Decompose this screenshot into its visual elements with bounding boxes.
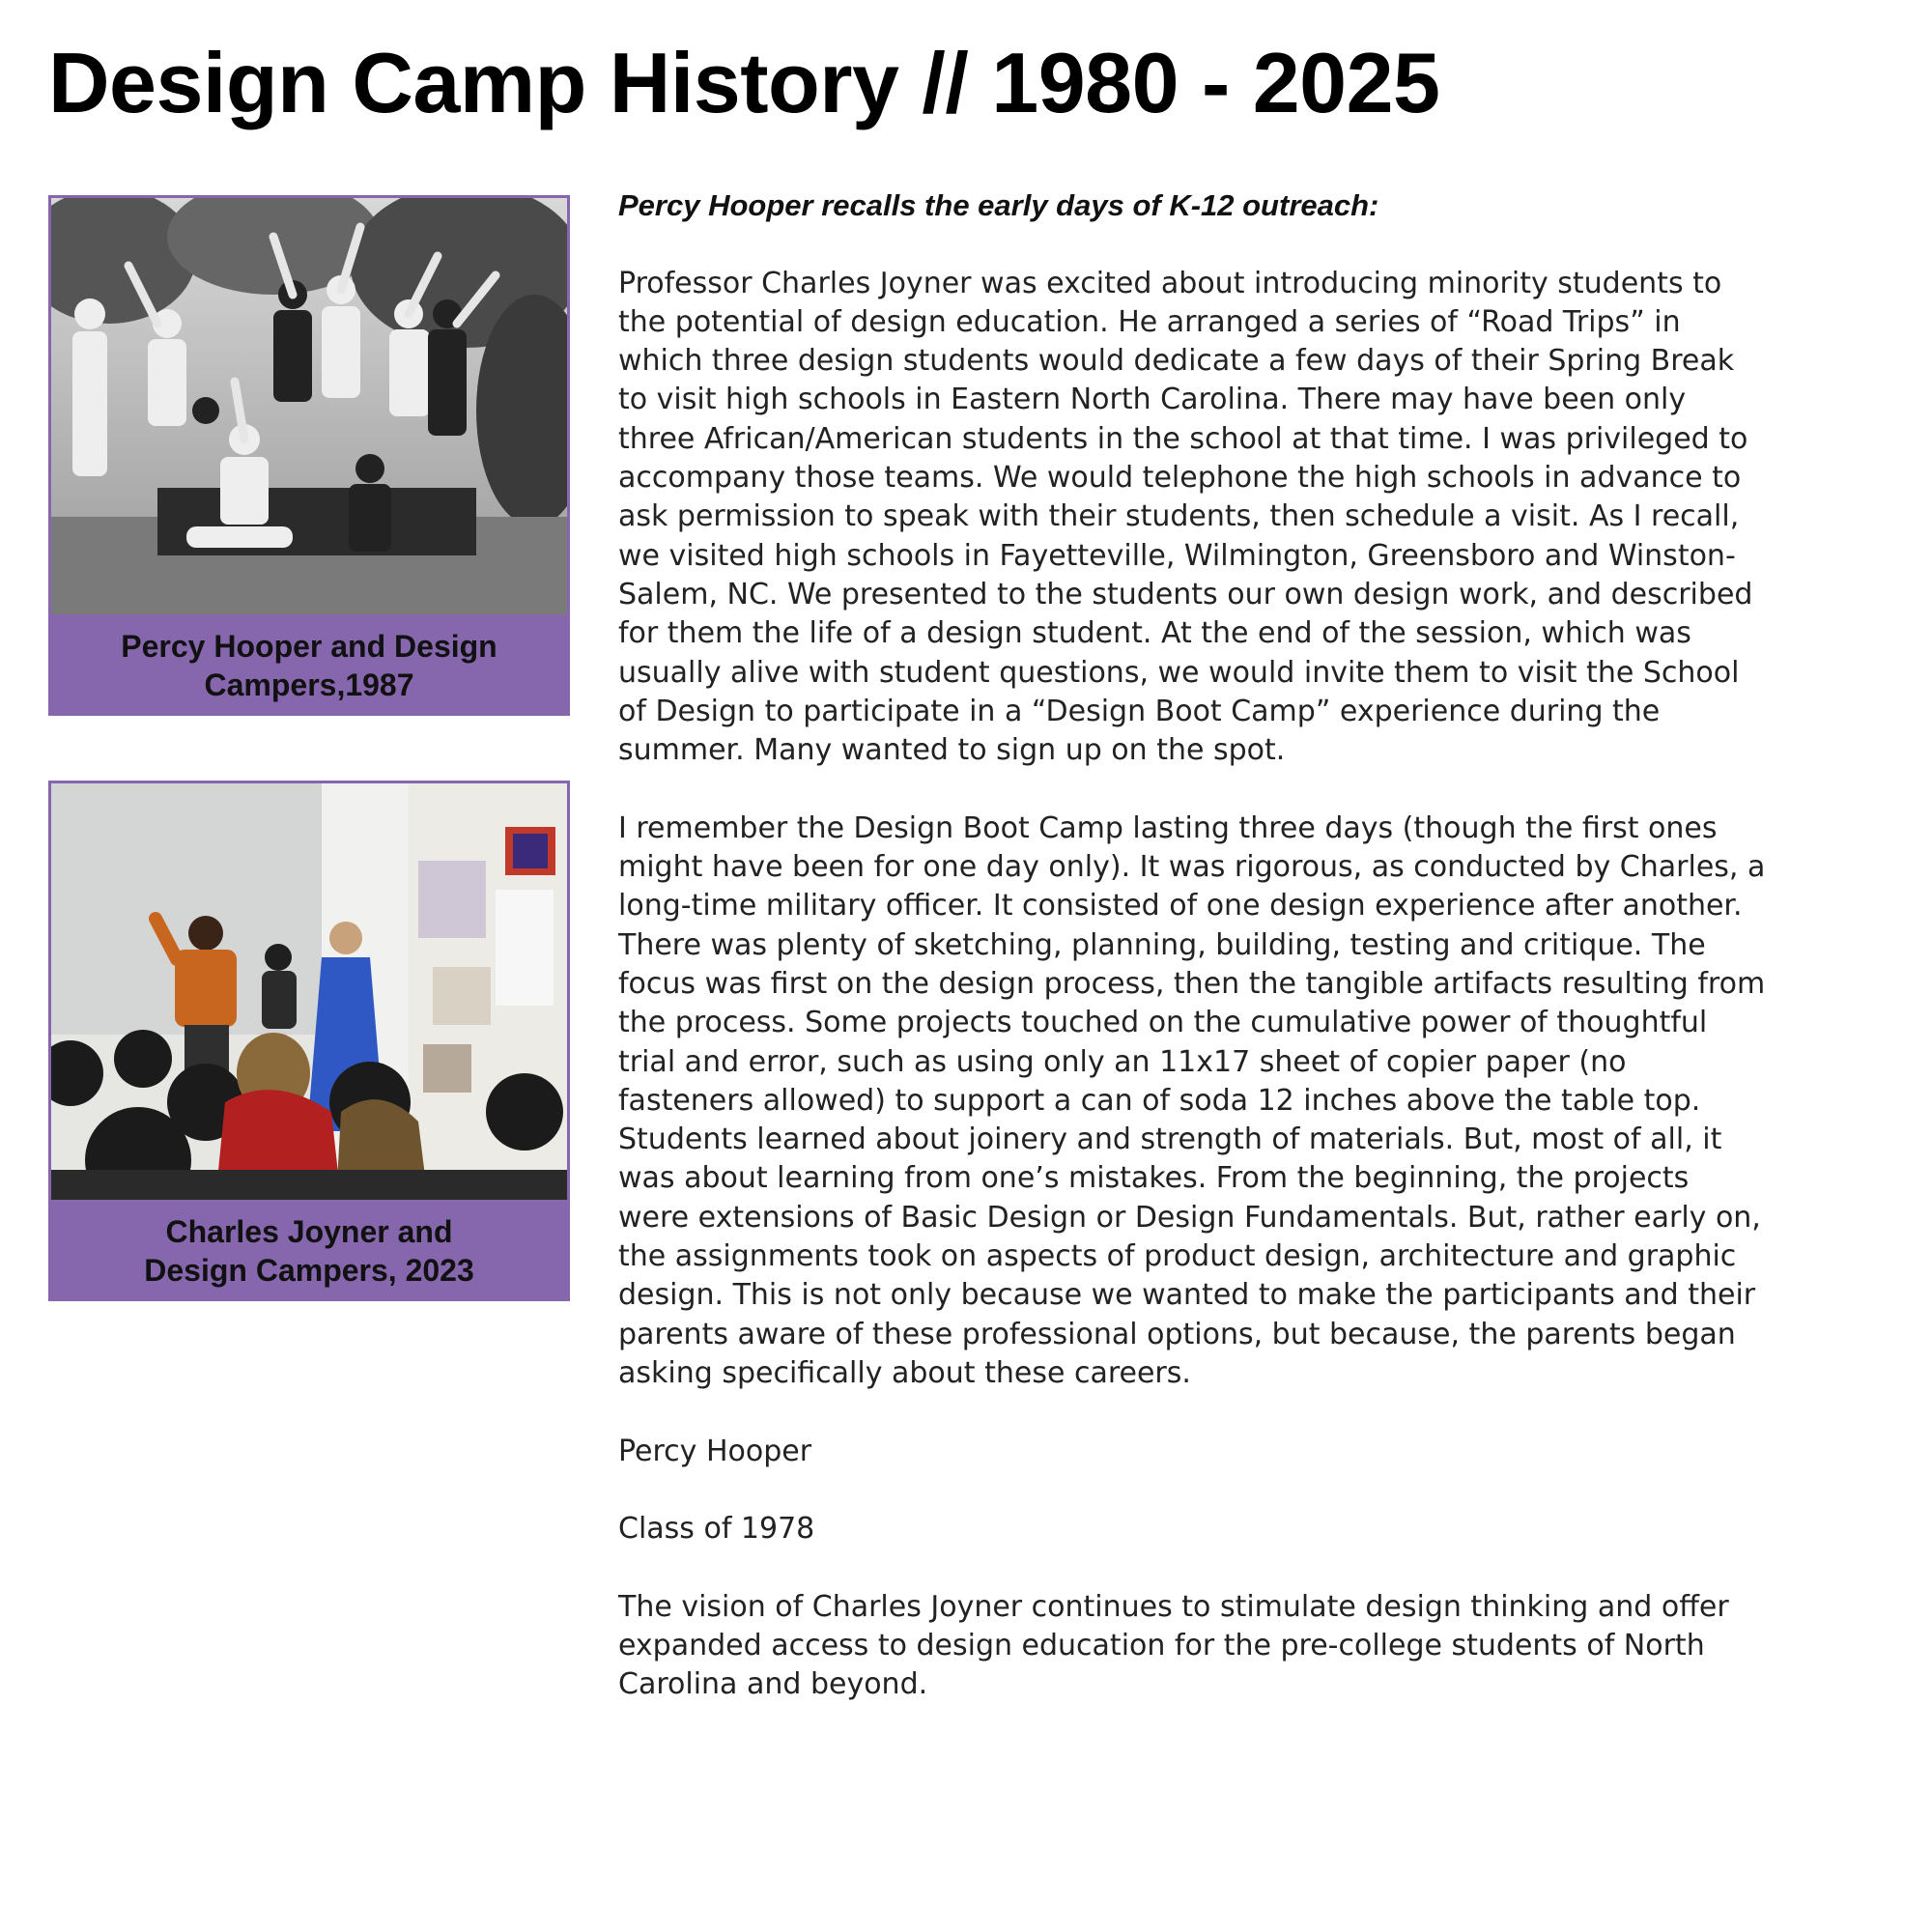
page-title: Design Camp History // 1980 - 2025 [48, 35, 1440, 130]
classroom-photo-2023-image [51, 783, 567, 1200]
caption-line: Design Campers, 2023 [144, 1252, 474, 1288]
article-paragraph-1: Professor Charles Joyner was excited about introducing minority students to the potential of design education. He arranged a series of “Road Trips” in which three design students would dedicate a few days of their Spring Break to visit high schools in Eastern North Carolina. There may have been only three African/American students in the school at that time. I was privileged to accompany those teams. We would telephone the high schools in advance to ask permission to speak with their students, then schedule a visit. As I recall, we visited high schools in Fayetteville, Wilmington, Greensboro and Winston-Salem, NC. We presented to the students our own design work, and described for them the life of a design student. At the end of the session, which was usually alive with student questions, we would invite them to visit the School of Design to participate in a “Design Boot Camp” experience during the summer. Many wanted to sign up on the spot. [618, 266, 1753, 768]
article-body [618, 186, 1768, 1744]
photo-card-1987 [48, 195, 570, 716]
caption-line: Percy Hooper and Design [121, 628, 497, 664]
article-closing: The vision of Charles Joyner continues to stimulate design thinking and offer expanded access to design education for the pre-college students of North Carolina and beyond. [618, 1589, 1729, 1702]
photo-card-2023 [48, 781, 570, 1301]
classroom-photo-2023 [51, 783, 567, 1200]
signature-class: Class of 1978 [618, 1512, 815, 1547]
caption-line: Campers,1987 [204, 667, 414, 702]
signature-block [618, 1433, 1768, 1549]
caption-line: Charles Joyner and [165, 1213, 453, 1249]
photo-caption-1987 [48, 614, 570, 716]
photo-caption-2023 [48, 1200, 570, 1301]
signature-name: Percy Hooper [618, 1434, 812, 1468]
group-photo-1987-image [51, 198, 567, 614]
article-intro: Percy Hooper recalls the early days of K-12 outreach: [618, 188, 1379, 222]
group-photo-1987 [51, 198, 567, 614]
article-paragraph-2: I remember the Design Boot Camp lasting three days (though the first ones might have been for one day only). It was rigorous, as conducted by Charles, a long-time military officer. It consisted of one design experience after another. There was plenty of sketching, planning, building, testing and critique. The focus was first on the design process, then the tangible artifacts resulting from the process. Some projects touched on the cumulative power of thoughtful trial and error, such as using only an 11x17 sheet of copier paper (no fasteners allowed) to support a can of soda 12 inches above the table top. Students learned about joinery and strength of materials. But, most of all, it was about learning from one’s mistakes. From the beginning, the projects were extensions of Basic Design or Design Fundamentals. But, rather early on, the assignments took on aspects of product design, architecture and graphic design. This is not only because we wanted to make the participants and their parents aware of these professional options, but because, the parents began asking specifically about these careers. [618, 810, 1766, 1390]
